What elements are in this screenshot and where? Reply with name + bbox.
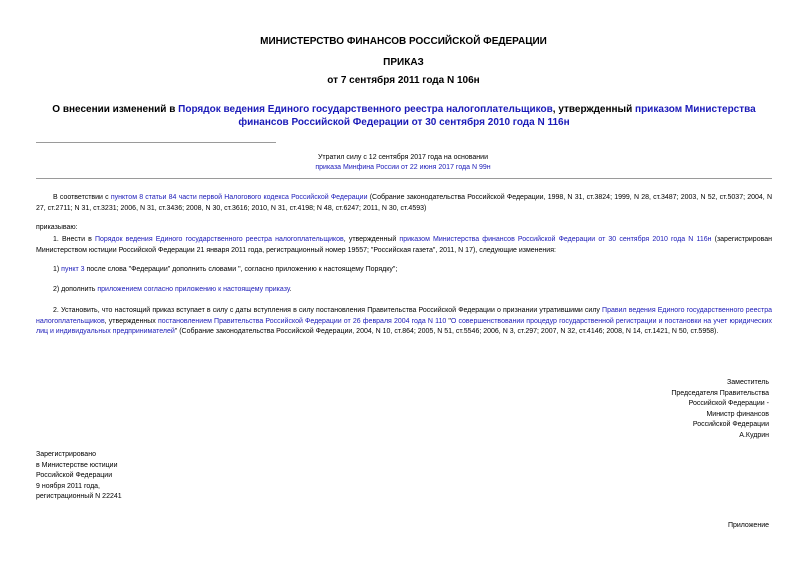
text: В соответствии с <box>53 194 111 201</box>
divider <box>36 142 276 143</box>
tax-code-link[interactable]: пунктом 8 статьи 84 части первой Налогового кодекса Российской Федерации <box>110 194 368 201</box>
signature-block <box>569 378 769 441</box>
text: 2. Установить, что настоящий приказ вступает в силу с даты вступления в силу постановления Правительства Российской Федерации о признании утратившими силу <box>53 307 603 314</box>
signature-line: Председателя Правительства <box>671 389 769 397</box>
text: , утвержденных <box>104 317 158 325</box>
registration-line: регистрационный N 22241 <box>36 493 122 500</box>
procedure-link[interactable]: Порядок ведения Единого государственного реестра налогоплательщиков <box>94 236 344 243</box>
registration-block <box>36 450 236 503</box>
order-word: приказываю: <box>36 224 78 231</box>
subitem-2 <box>36 285 772 296</box>
text: 2) дополнить <box>53 286 98 293</box>
document-title <box>36 103 772 129</box>
title-text: , утвержденный <box>552 104 636 115</box>
title-link-procedure[interactable]: Порядок ведения Единого государственного реестра налогоплательщиков <box>178 104 553 115</box>
text: " (Собрание законодательства Российской Федерации, 2004, N 10, ст.864; 2005, N 51, ст.5546; 2006, N 3, ст.297; 2007, N 32, ст.4146; 2008, N 14, ст.1421, N 50, ст.5958). <box>174 328 719 335</box>
status-note <box>250 153 556 173</box>
text: после слова "Федерации" дополнить словами ", согласно приложению к настоящему Порядку"; <box>84 266 398 273</box>
signature-line: Заместитель <box>727 379 769 386</box>
text: " <box>446 317 451 325</box>
signature-line: А.Кудрин <box>739 431 769 439</box>
item-1-paragraph <box>36 235 772 256</box>
rules-link[interactable]: Правил ведения Единого государственного реестра налогоплательщиков <box>36 307 772 325</box>
resolution-link[interactable]: постановлением Правительства Российской Федерации от 26 февраля 2004 года N 110 <box>157 317 447 325</box>
appendix-link[interactable]: приложением согласно приложению к настоящему приказу <box>97 286 290 293</box>
text: 1) <box>53 266 62 273</box>
appendix-label: Приложение <box>727 522 769 529</box>
text: , утвержденный <box>343 236 400 243</box>
document-type: ПРИКАЗ <box>383 57 424 68</box>
registration-line: в Министерстве юстиции <box>36 461 118 469</box>
text: (зарегистрирован Министерством юстиции Российской Федерации 21 января 2011 года, регистрационный номер 19557; "Российская газета", 2011, N 17), следующие изменения: <box>36 236 772 254</box>
signature-line: Министр финансов <box>706 410 769 418</box>
title-link-order[interactable]: приказом Министерства финансов Российской Федерации от 30 сентября 2010 года N 116н <box>238 104 756 128</box>
item-2-paragraph <box>36 306 772 338</box>
registration-line: Российской Федерации <box>36 472 113 479</box>
text: . <box>289 286 292 293</box>
preamble-paragraph <box>36 193 772 214</box>
status-link[interactable]: приказа Минфина России от 22 июня 2017 года N 99н <box>315 164 491 171</box>
registration-line: Зарегистрировано <box>36 451 96 458</box>
resolution-title-link[interactable]: О совершенствовании процедур государственной регистрации и постановки на учет юридических лиц и индивидуальных предпринимателей <box>36 317 773 335</box>
order-link[interactable]: приказом Министерства финансов Российской Федерации от 30 сентября 2010 года N 116н <box>399 236 712 243</box>
ministry-heading: МИНИСТЕРСТВО ФИНАНСОВ РОССИЙСКОЙ ФЕДЕРАЦИИ <box>260 36 547 47</box>
status-text: Утратил силу с 12 сентября 2017 года на основании <box>317 154 488 161</box>
document-date-number: от 7 сентября 2011 года N 106н <box>327 75 480 86</box>
text: 1. Внести в <box>53 236 95 243</box>
signature-line: Российской Федерации <box>692 421 769 428</box>
title-text: О внесении изменений в <box>52 104 179 115</box>
signature-line: Российской Федерации - <box>688 400 769 407</box>
registration-line: 9 ноября 2011 года, <box>36 482 101 490</box>
subitem-1 <box>36 265 772 276</box>
text: (Собрание законодательства Российской Федерации, 1998, N 31, ст.3824; 1999, N 28, ст.3487; 2003, N 52, ст.5037; 2004, N 27, ст.2711; N 31, ст.3231; 2006, N 31, ст.3436; 2008, N 30, ст.3616; 2010, N 31, ст.4198; N 48, ст.6247; 2011, N 30, ст.4593) <box>36 194 773 212</box>
divider <box>36 178 772 179</box>
clause-3-link[interactable]: пункт 3 <box>61 266 85 273</box>
